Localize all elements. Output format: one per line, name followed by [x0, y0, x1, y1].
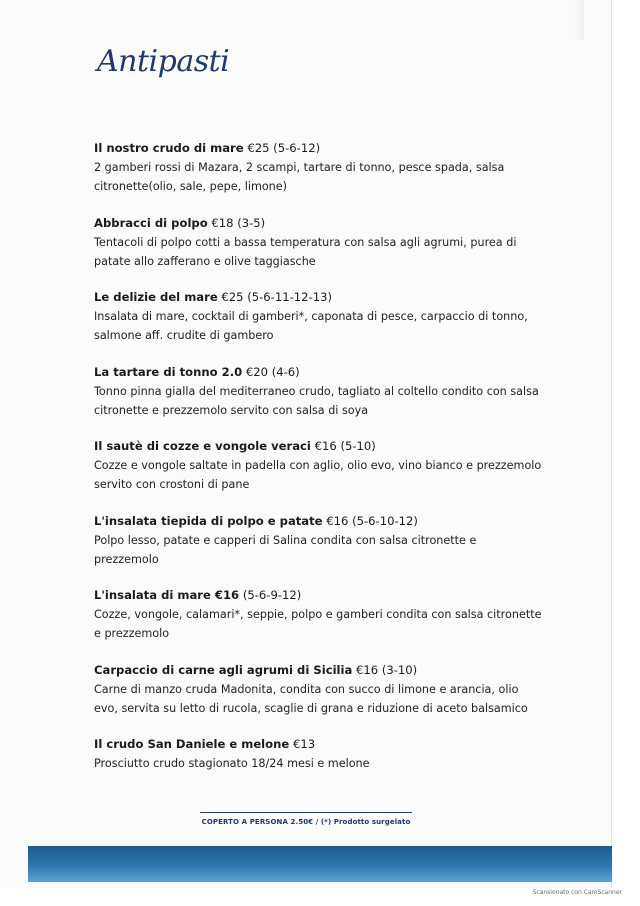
- menu-item-header: [94, 735, 544, 754]
- menu-item-allergens: (5-6-10-12): [352, 513, 418, 528]
- scanner-watermark: Scansionato con CamScanner: [532, 889, 622, 896]
- menu-item-name: Le delizie del mare: [94, 290, 218, 304]
- menu-item-name: Il crudo San Daniele e melone: [94, 737, 290, 751]
- menu-item-header: [94, 437, 544, 456]
- menu-item: [94, 735, 544, 773]
- menu-item-allergens: (4-6): [271, 364, 300, 379]
- menu-item: [94, 586, 544, 643]
- menu-item-allergens: (3-10): [381, 662, 418, 677]
- menu-item-name: Il nostro crudo di mare: [94, 141, 244, 155]
- menu-item-allergens: (5-10): [340, 439, 376, 453]
- menu-item-price: €16: [326, 513, 349, 528]
- cover-charge-note: COPERTO A PERSONA 2.50€ / (*) Prodotto surgelato: [200, 812, 412, 826]
- menu-item: [94, 139, 544, 196]
- menu-item-description: Polpo lesso, patate e capperi di Salina condita con salsa citronette e prezzemolo: [94, 533, 477, 566]
- menu-item-allergens: (5-6-9-12): [242, 588, 302, 602]
- menu-item-price: €25: [247, 141, 270, 155]
- menu-item-price: €16: [314, 439, 337, 453]
- menu-item-name: L'insalata di mare €16: [94, 588, 240, 602]
- menu-item-description: Tentacoli di polpo cotti a bassa temperatura con salsa agli agrumi, purea di patate allo zafferano e olive taggiasche: [94, 235, 517, 268]
- menu-item: [94, 363, 544, 420]
- menu-item-description: Insalata di mare, cocktail di gamberi*, caponata di pesce, carpaccio di tonno, salmone aff. crudite di gambero: [94, 310, 528, 342]
- menu-item-header: [94, 139, 544, 158]
- menu-item: [94, 288, 544, 345]
- menu-item: [94, 661, 544, 718]
- menu-item-description: Prosciutto crudo stagionato 18/24 mesi e melone: [94, 757, 370, 770]
- menu-item-name: Carpaccio di carne agli agrumi di Sicilia: [94, 662, 353, 677]
- menu-item-allergens: (5-6-11-12-13): [247, 290, 332, 304]
- menu-item-price: €13: [292, 737, 316, 751]
- menu-item-price: €16: [356, 662, 379, 677]
- menu-item-description: Tonno pinna gialla del mediterraneo crudo, tagliato al coltello condito con salsa citronette e prezzemolo servito con salsa di soya: [94, 384, 539, 417]
- menu-item-allergens: (5-6-12): [273, 141, 321, 155]
- menu-item-header: [94, 512, 544, 531]
- menu-item-description: 2 gamberi rossi di Mazara, 2 scampi, tartare di tonno, pesce spada, salsa citronette(olio, sale, pepe, limone): [94, 161, 505, 193]
- footer-color-band: [28, 846, 612, 882]
- menu-item-name: Abbracci di polpo: [94, 215, 208, 230]
- menu-item-name: La tartare di tonno 2.0: [94, 364, 243, 379]
- menu-item: [94, 214, 544, 271]
- menu-item: [94, 512, 544, 569]
- menu-item-header: [94, 586, 544, 605]
- menu-item-header: [94, 661, 544, 680]
- menu-item-description: Cozze, vongole, calamari*, seppie, polpo e gamberi condita con salsa citronette e prezzemolo: [94, 608, 542, 640]
- menu-item-price: €20: [245, 364, 269, 379]
- menu-item-allergens: (3-5): [237, 215, 266, 230]
- page-edge-shadow: [574, 0, 584, 40]
- menu-item-price: €18: [211, 215, 234, 230]
- menu-item-price: €25: [221, 290, 244, 304]
- page-title: Antipasti: [97, 44, 230, 79]
- menu-item-header: [94, 288, 544, 307]
- menu-item-header: [94, 214, 544, 233]
- menu-item-name: L'insalata tiepida di polpo e patate: [94, 513, 323, 528]
- menu-item: [94, 437, 544, 494]
- menu-item-list: [94, 139, 544, 791]
- menu-item-description: Carne di manzo cruda Madonita, condita con succo di limone e arancia, olio evo, servita su letto di rucola, scaglie di grana e riduzione di aceto balsamico: [94, 682, 528, 715]
- menu-item-description: Cozze e vongole saltate in padella con aglio, olio evo, vino bianco e prezzemolo servito con crostoni di pane: [94, 459, 542, 491]
- menu-item-header: [94, 363, 544, 382]
- menu-item-name: Il sautè di cozze e vongole veraci: [94, 439, 311, 453]
